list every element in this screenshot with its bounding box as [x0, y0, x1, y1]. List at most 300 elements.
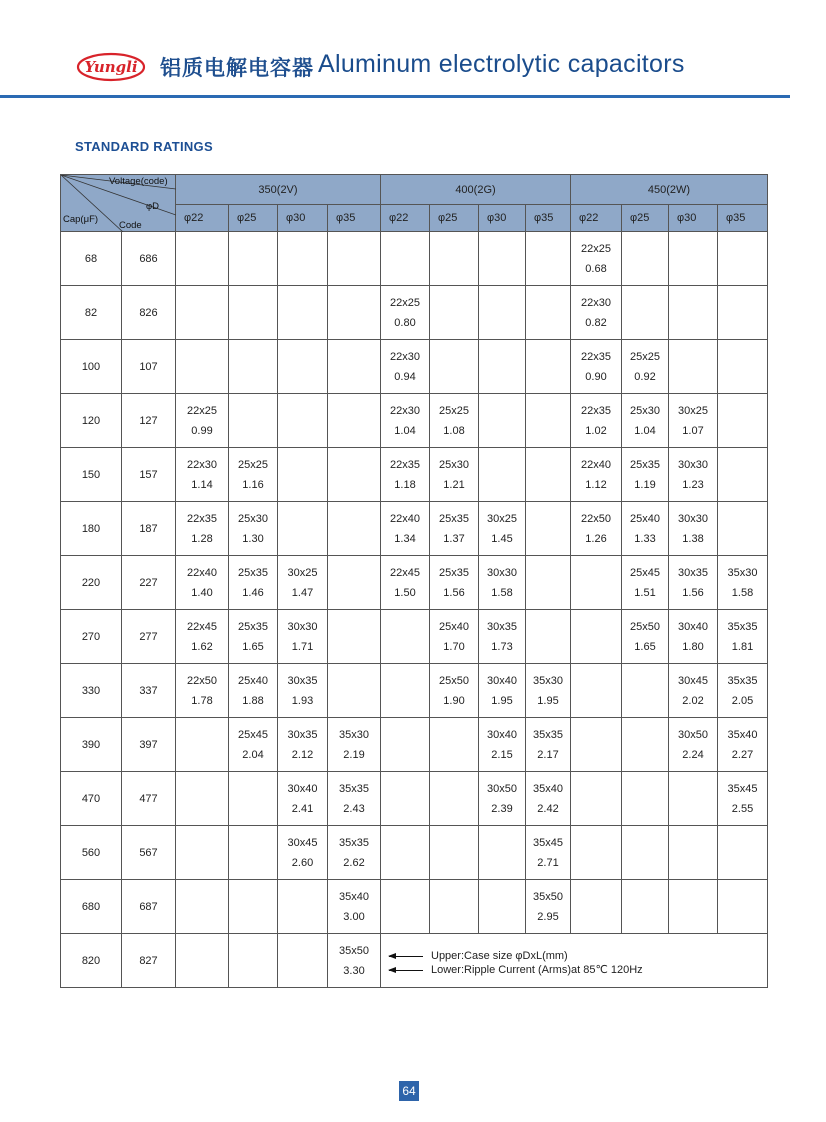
ripple-current: 2.27	[731, 748, 754, 761]
case-size: 22x35	[187, 512, 217, 525]
ripple-current: 1.51	[634, 586, 656, 599]
rating-cell	[571, 718, 622, 772]
ripple-current: 1.90	[443, 694, 465, 707]
capacitance-cell: 100	[61, 340, 122, 394]
capacitance-cell: 330	[61, 664, 122, 718]
rating-cell	[622, 340, 669, 394]
table-row	[61, 394, 768, 448]
rating-cell	[278, 718, 328, 772]
diameter-header: φ25	[622, 205, 669, 232]
rating-cell	[669, 610, 718, 664]
rating-cell	[430, 826, 479, 880]
rating-cell	[526, 664, 571, 718]
rating-cell	[526, 340, 571, 394]
rating-cell	[718, 610, 768, 664]
code-cell: 227	[122, 556, 176, 610]
case-size: 35x40	[339, 890, 369, 903]
case-size: 25x40	[238, 674, 268, 687]
diameter-header: φ25	[430, 205, 479, 232]
standard-ratings-table	[60, 174, 768, 988]
rating-cell	[571, 880, 622, 934]
voltage-group-header: 450(2W)	[571, 175, 768, 205]
rating-cell	[479, 394, 526, 448]
rating-cell	[479, 826, 526, 880]
rating-cell	[176, 718, 229, 772]
rating-cell	[278, 880, 328, 934]
case-size: 30x30	[287, 620, 318, 633]
case-size: 30x35	[287, 728, 318, 741]
case-size: 22x40	[187, 566, 217, 579]
rating-cell	[622, 232, 669, 286]
rating-cell	[328, 772, 381, 826]
ripple-current: 1.16	[242, 478, 264, 491]
ripple-current: 0.82	[585, 316, 607, 329]
ripple-current: 1.18	[394, 478, 416, 491]
case-size: 35x35	[727, 620, 758, 633]
ripple-current: 2.15	[491, 748, 513, 761]
rating-cell	[669, 664, 718, 718]
case-size: 25x40	[630, 512, 660, 525]
rating-cell	[526, 502, 571, 556]
case-size: 30x25	[678, 404, 708, 417]
rating-cell	[479, 772, 526, 826]
case-size: 22x45	[390, 566, 420, 579]
rating-cell	[526, 880, 571, 934]
rating-cell	[669, 286, 718, 340]
case-size: 22x50	[581, 512, 611, 525]
ripple-current: 2.41	[291, 802, 314, 815]
capacitance-cell: 220	[61, 556, 122, 610]
rating-cell	[176, 394, 229, 448]
rating-cell	[229, 610, 278, 664]
ripple-current: 1.65	[634, 640, 656, 653]
rating-cell	[669, 772, 718, 826]
rating-cell	[381, 880, 430, 934]
rating-cell	[328, 880, 381, 934]
ripple-current: 2.42	[537, 802, 559, 815]
case-size: 25x45	[630, 566, 660, 579]
ripple-current: 1.58	[731, 586, 754, 599]
rating-cell	[526, 826, 571, 880]
rating-cell	[669, 340, 718, 394]
rating-cell	[571, 448, 622, 502]
code-cell: 477	[122, 772, 176, 826]
ripple-current: 2.55	[731, 802, 754, 815]
rating-cell	[328, 232, 381, 286]
code-cell: 567	[122, 826, 176, 880]
rating-cell	[278, 664, 328, 718]
rating-cell	[176, 934, 229, 988]
ripple-current: 1.62	[191, 640, 213, 653]
rating-cell	[526, 718, 571, 772]
ripple-current: 1.88	[242, 694, 264, 707]
rating-cell	[430, 880, 479, 934]
rating-cell	[278, 394, 328, 448]
rating-cell	[381, 664, 430, 718]
rating-cell	[479, 286, 526, 340]
section-title: STANDARD RATINGS	[75, 139, 213, 154]
capacitance-cell: 120	[61, 394, 122, 448]
rating-cell	[381, 286, 430, 340]
rating-cell	[381, 772, 430, 826]
ripple-current: 0.99	[191, 424, 213, 437]
case-size: 22x45	[187, 620, 217, 633]
ripple-current: 2.43	[343, 802, 365, 815]
case-size: 25x30	[238, 512, 268, 525]
rating-cell	[669, 556, 718, 610]
rating-cell	[669, 826, 718, 880]
capacitance-cell: 150	[61, 448, 122, 502]
rating-cell	[571, 556, 622, 610]
rating-cell	[176, 502, 229, 556]
ripple-current: 0.80	[394, 316, 416, 329]
rating-cell	[381, 232, 430, 286]
rating-cell	[430, 448, 479, 502]
case-size: 22x35	[390, 458, 420, 471]
rating-cell	[176, 772, 229, 826]
capacitance-cell: 390	[61, 718, 122, 772]
rating-cell	[479, 880, 526, 934]
page-number: 64	[399, 1081, 419, 1101]
rating-cell	[381, 502, 430, 556]
capacitance-cell: 68	[61, 232, 122, 286]
case-size: 25x35	[238, 620, 268, 633]
ripple-current: 2.60	[291, 856, 314, 869]
ripple-current: 2.39	[491, 802, 513, 815]
rating-cell	[622, 394, 669, 448]
legend-upper	[389, 949, 643, 963]
corner-voltage-label: Voltage(code)	[109, 176, 168, 187]
ripple-current: 1.70	[443, 640, 465, 653]
case-size: 35x50	[339, 944, 369, 957]
rating-cell	[430, 286, 479, 340]
logo-text: Yungli	[84, 58, 138, 76]
rating-cell	[229, 718, 278, 772]
title-english: Aluminum electrolytic capacitors	[318, 50, 685, 78]
rating-cell	[381, 826, 430, 880]
rating-cell	[622, 664, 669, 718]
case-size: 30x45	[287, 836, 318, 849]
ripple-current: 1.19	[634, 478, 656, 491]
table-row	[61, 664, 768, 718]
ripple-current: 2.19	[343, 748, 365, 761]
case-size: 35x35	[727, 674, 758, 687]
rating-cell	[718, 340, 768, 394]
rating-cell	[381, 610, 430, 664]
case-size: 30x35	[487, 620, 517, 633]
table-row	[61, 826, 768, 880]
legend-lower	[389, 963, 643, 977]
ripple-current: 1.40	[191, 586, 213, 599]
rating-cell	[622, 826, 669, 880]
rating-cell	[430, 610, 479, 664]
rating-cell	[176, 340, 229, 394]
rating-cell	[526, 232, 571, 286]
case-size: 35x30	[727, 566, 758, 579]
rating-cell	[176, 448, 229, 502]
ripple-current: 2.04	[242, 748, 264, 761]
case-size: 25x25	[439, 404, 469, 417]
case-size: 30x30	[678, 512, 708, 525]
rating-cell	[571, 502, 622, 556]
ripple-current: 1.07	[682, 424, 704, 437]
rating-cell	[381, 448, 430, 502]
case-size: 30x40	[487, 674, 517, 687]
code-cell: 686	[122, 232, 176, 286]
rating-cell	[430, 718, 479, 772]
rating-cell	[718, 286, 768, 340]
capacitance-cell: 270	[61, 610, 122, 664]
arrow-left-icon	[389, 970, 423, 971]
rating-cell	[430, 556, 479, 610]
table-row	[61, 772, 768, 826]
rating-cell	[669, 502, 718, 556]
ripple-current: 1.47	[291, 586, 314, 599]
rating-cell	[176, 880, 229, 934]
ripple-current: 1.80	[682, 640, 704, 653]
rating-cell	[526, 610, 571, 664]
diameter-header: φ35	[328, 205, 381, 232]
corner-cap-label: Cap(μF)	[63, 214, 99, 225]
ripple-current: 1.08	[443, 424, 465, 437]
rating-cell	[479, 448, 526, 502]
table-row	[61, 880, 768, 934]
rating-cell	[479, 664, 526, 718]
rating-cell	[526, 772, 571, 826]
rating-cell	[278, 448, 328, 502]
rating-cell	[278, 826, 328, 880]
case-size: 25x50	[439, 674, 469, 687]
ripple-current: 1.81	[731, 640, 754, 653]
case-size: 30x50	[678, 728, 708, 741]
ripple-current: 1.04	[394, 424, 416, 437]
code-cell: 827	[122, 934, 176, 988]
rating-cell	[430, 664, 479, 718]
code-cell: 337	[122, 664, 176, 718]
code-cell: 187	[122, 502, 176, 556]
ripple-current: 1.14	[191, 478, 213, 491]
diameter-header: φ35	[526, 205, 571, 232]
rating-cell	[278, 232, 328, 286]
rating-cell	[669, 718, 718, 772]
rating-cell	[718, 232, 768, 286]
case-size: 30x35	[678, 566, 708, 579]
ripple-current: 2.62	[343, 856, 365, 869]
code-cell: 277	[122, 610, 176, 664]
ripple-current: 1.56	[443, 586, 465, 599]
rating-cell	[328, 826, 381, 880]
case-size: 22x40	[390, 512, 420, 525]
rating-cell	[278, 340, 328, 394]
table-row	[61, 556, 768, 610]
table-row	[61, 934, 768, 988]
case-size: 35x30	[533, 674, 563, 687]
rating-cell	[571, 826, 622, 880]
ripple-current: 1.30	[242, 532, 264, 545]
case-size: 35x45	[533, 836, 563, 849]
ripple-current: 2.17	[537, 748, 559, 761]
ripple-current: 1.50	[394, 586, 416, 599]
code-cell: 157	[122, 448, 176, 502]
case-size: 35x30	[339, 728, 369, 741]
rating-cell	[328, 502, 381, 556]
case-size: 35x45	[727, 782, 758, 795]
table-row	[61, 448, 768, 502]
ripple-current: 2.71	[537, 856, 559, 869]
ripple-current: 1.93	[291, 694, 314, 707]
voltage-group-header: 400(2G)	[381, 175, 571, 205]
case-size: 25x30	[439, 458, 469, 471]
legend-cell	[381, 934, 768, 988]
case-size: 25x45	[238, 728, 268, 741]
rating-cell	[718, 502, 768, 556]
ripple-current: 1.58	[491, 586, 513, 599]
diameter-header: φ22	[571, 205, 622, 232]
rating-cell	[479, 502, 526, 556]
rating-cell	[430, 394, 479, 448]
rating-cell	[278, 934, 328, 988]
ripple-current: 0.90	[585, 370, 607, 383]
rating-cell	[479, 556, 526, 610]
rating-cell	[176, 286, 229, 340]
table-row	[61, 232, 768, 286]
ripple-current: 1.28	[191, 532, 213, 545]
capacitance-cell: 560	[61, 826, 122, 880]
ripple-current: 3.00	[343, 910, 365, 923]
legend-lower-text: Lower:Ripple Current (Arms)at 85℃ 120Hz	[431, 964, 643, 976]
case-size: 22x50	[187, 674, 217, 687]
rating-cell	[176, 610, 229, 664]
code-cell: 826	[122, 286, 176, 340]
case-size: 35x50	[533, 890, 563, 903]
ripple-current: 1.33	[634, 532, 656, 545]
header-rule	[0, 95, 790, 98]
table-row	[61, 610, 768, 664]
case-size: 25x50	[630, 620, 660, 633]
diameter-header: φ30	[479, 205, 526, 232]
rating-cell	[718, 826, 768, 880]
case-size: 30x25	[287, 566, 318, 579]
rating-cell	[229, 772, 278, 826]
rating-cell	[328, 340, 381, 394]
title-chinese: 铝质电解电容器	[160, 56, 314, 80]
rating-cell	[622, 502, 669, 556]
rating-cell	[229, 502, 278, 556]
ripple-current: 3.30	[343, 964, 365, 977]
case-size: 25x35	[630, 458, 660, 471]
ripple-current: 2.05	[731, 694, 754, 707]
rating-cell	[381, 394, 430, 448]
ripple-current: 2.02	[682, 694, 704, 707]
rating-cell	[571, 340, 622, 394]
ripple-current: 0.92	[634, 370, 656, 383]
case-size: 22x30	[187, 458, 217, 471]
table-corner-header	[61, 175, 176, 232]
code-cell: 127	[122, 394, 176, 448]
case-size: 22x35	[581, 404, 611, 417]
case-size: 22x25	[187, 404, 217, 417]
ripple-current: 2.12	[291, 748, 314, 761]
ripple-current: 1.38	[682, 532, 704, 545]
case-size: 22x25	[390, 296, 420, 309]
diameter-header: φ35	[718, 205, 768, 232]
rating-cell	[278, 610, 328, 664]
rating-cell	[571, 394, 622, 448]
rating-cell	[176, 556, 229, 610]
corner-diameter-label: φD	[146, 201, 160, 212]
diameter-header: φ30	[669, 205, 718, 232]
capacitance-cell: 82	[61, 286, 122, 340]
rating-cell	[229, 664, 278, 718]
capacitance-cell: 180	[61, 502, 122, 556]
voltage-group-header: 350(2V)	[176, 175, 381, 205]
rating-cell	[669, 394, 718, 448]
case-size: 22x25	[581, 242, 611, 255]
code-cell: 107	[122, 340, 176, 394]
case-size: 30x50	[487, 782, 517, 795]
rating-cell	[328, 394, 381, 448]
capacitance-cell: 680	[61, 880, 122, 934]
rating-cell	[229, 556, 278, 610]
case-size: 22x30	[390, 404, 420, 417]
rating-cell	[718, 718, 768, 772]
arrow-left-icon	[389, 956, 423, 957]
rating-cell	[176, 232, 229, 286]
rating-cell	[718, 664, 768, 718]
rating-cell	[278, 286, 328, 340]
table-row	[61, 286, 768, 340]
ripple-current: 1.12	[585, 478, 607, 491]
case-size: 30x30	[487, 566, 517, 579]
ripple-current: 1.65	[242, 640, 264, 653]
case-size: 30x40	[678, 620, 708, 633]
case-size: 35x40	[533, 782, 563, 795]
rating-cell	[328, 610, 381, 664]
case-size: 25x25	[238, 458, 268, 471]
rating-cell	[622, 718, 669, 772]
yungli-logo	[76, 52, 146, 82]
ripple-current: 1.04	[634, 424, 656, 437]
case-size: 30x40	[287, 782, 318, 795]
rating-cell	[622, 448, 669, 502]
ripple-current: 1.95	[537, 694, 559, 707]
rating-cell	[526, 394, 571, 448]
rating-cell	[328, 556, 381, 610]
case-size: 22x30	[581, 296, 611, 309]
rating-cell	[669, 880, 718, 934]
diameter-header: φ25	[229, 205, 278, 232]
diameter-header: φ30	[278, 205, 328, 232]
code-cell: 687	[122, 880, 176, 934]
ripple-current: 1.71	[291, 640, 314, 653]
rating-cell	[381, 340, 430, 394]
diameter-header: φ22	[176, 205, 229, 232]
case-size: 35x35	[339, 782, 369, 795]
case-size: 35x35	[339, 836, 369, 849]
case-size: 30x25	[487, 512, 517, 525]
rating-cell	[622, 556, 669, 610]
rating-cell	[328, 286, 381, 340]
ripple-current: 1.02	[585, 424, 607, 437]
case-size: 30x40	[487, 728, 517, 741]
ripple-current: 1.45	[491, 532, 513, 545]
rating-cell	[571, 286, 622, 340]
ripple-current: 1.56	[682, 586, 704, 599]
page-header	[0, 0, 826, 100]
rating-cell	[229, 934, 278, 988]
rating-cell	[176, 826, 229, 880]
rating-cell	[328, 448, 381, 502]
